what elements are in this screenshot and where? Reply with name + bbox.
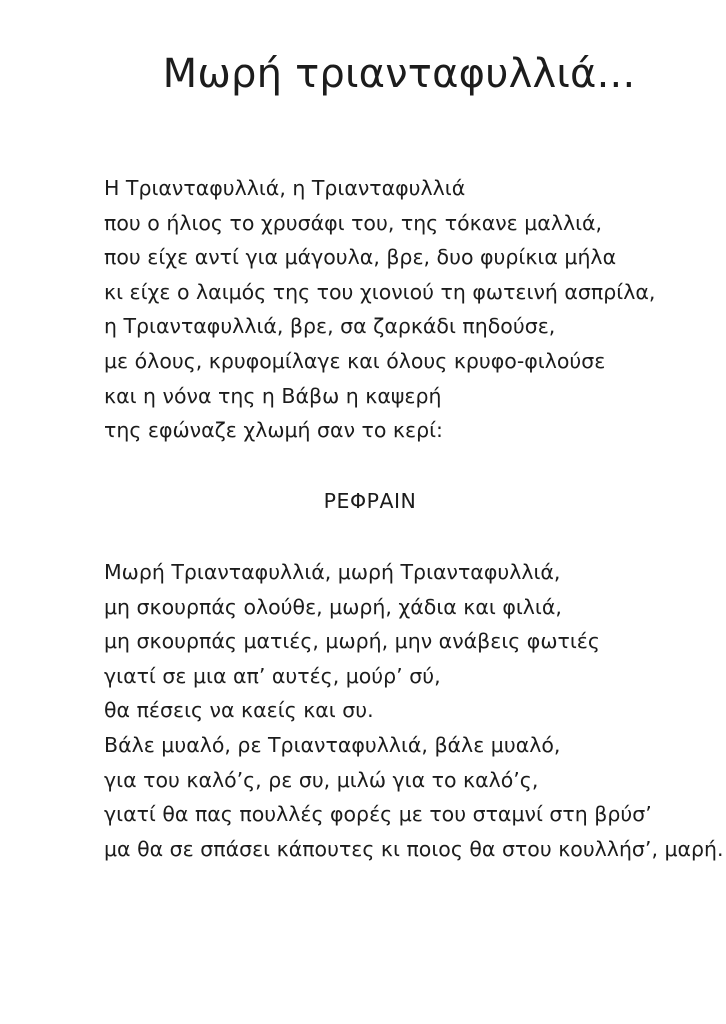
chorus-line: γιατί σε μια απ’ αυτές, μούρ’ σύ, xyxy=(104,663,441,688)
verse-line: και η νόνα της η Βάβω η καψερή xyxy=(104,383,442,408)
verse-line: που είχε αντί για μάγουλα, βρε, δυο φυρίκια μήλα xyxy=(104,245,617,270)
chorus-stanza xyxy=(104,555,724,866)
chorus-line: Μωρή Τριανταφυλλιά, μωρή Τριανταφυλλιά, xyxy=(104,560,561,584)
verse-line: της εφώναζε χλωμή σαν το κερί: xyxy=(104,418,443,443)
chorus-line: γιατί θα πας πουλλές φορές με του σταμνί στη βρύσ’ xyxy=(104,802,652,827)
verse-stanza xyxy=(104,171,655,448)
chorus-line: μα θα σε σπάσει κάπουτες κι ποιος θα στου κουλλήσ’, μαρή. xyxy=(104,836,724,861)
chorus-line: για του καλό’ς, ρε συ, μιλώ για το καλό’ς, xyxy=(104,767,539,792)
chorus-line: Βάλε μυαλό, ρε Τριανταφυλλιά, βάλε μυαλό, xyxy=(104,732,561,757)
chorus-line: θα πέσεις να καείς και συ. xyxy=(104,698,374,723)
verse-line: με όλους, κρυφομίλαγε και όλους κρυφο-φιλούσε xyxy=(104,348,606,373)
verse-line: κι είχε ο λαιμός της του χιονιού τη φωτεινή ασπρίλα, xyxy=(104,279,656,304)
verse-line: που ο ήλιος το χρυσάφι του, της τόκανε μαλλιά, xyxy=(104,210,603,235)
refrain-label: ΡΕΦΡΑΙΝ xyxy=(323,489,417,513)
verse-line: Η Τριανταφυλλιά, η Τριανταφυλλιά xyxy=(104,176,466,200)
chorus-line: μη σκουρπάς ολούθε, μωρή, χάδια και φιλιά, xyxy=(104,594,562,619)
chorus-line: μη σκουρπάς ματιές, μωρή, μην ανάβεις φωτιές xyxy=(104,629,600,654)
song-title: Μωρή τριανταφυλλιά... xyxy=(162,51,636,97)
verse-line: η Τριανταφυλλιά, βρε, σα ζαρκάδι πηδούσε, xyxy=(104,314,556,339)
